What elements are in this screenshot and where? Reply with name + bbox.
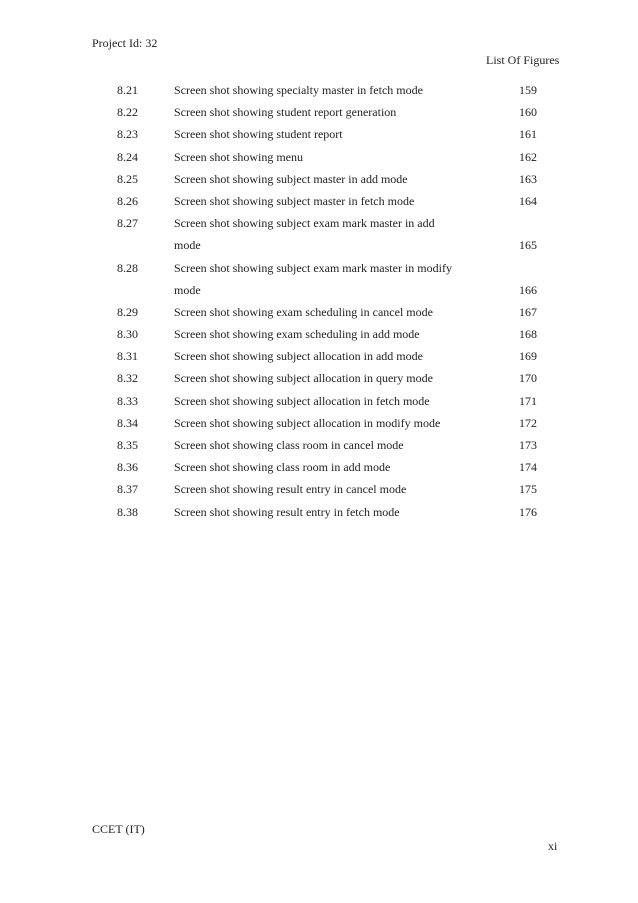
figure-title: Screen shot showing specialty master in fetch mode — [174, 83, 423, 97]
figure-page-number: 161 — [519, 127, 537, 142]
figure-title: Screen shot showing exam scheduling in add mode — [174, 327, 420, 342]
section-title: List Of Figures — [486, 53, 560, 67]
figure-entry — [0, 190, 638, 212]
figure-title: Screen shot showing subject master in add mode — [174, 171, 408, 186]
figure-page-number: 175 — [519, 482, 537, 497]
figure-title: Screen shot showing result entry in fetch mode — [174, 504, 400, 519]
figure-entry — [0, 367, 638, 389]
figure-number: 8.23 — [117, 127, 138, 142]
figure-number: 8.28 — [117, 260, 138, 275]
figure-entry — [0, 323, 638, 345]
figure-entry — [0, 478, 638, 500]
figure-page-number: 171 — [519, 393, 537, 408]
figure-entry — [0, 101, 638, 123]
figure-number: 8.22 — [117, 105, 138, 120]
figure-entry-continued — [0, 234, 638, 256]
figure-entry — [0, 257, 638, 279]
figure-page-number: 162 — [519, 149, 537, 164]
figure-number: 8.34 — [117, 415, 138, 430]
figure-title: Screen shot showing exam scheduling in cancel mode — [174, 304, 433, 319]
figure-number: 8.21 — [117, 83, 138, 97]
figure-entry-continued — [0, 279, 638, 301]
figure-number: 8.26 — [117, 193, 138, 208]
figure-page-number: 168 — [519, 327, 537, 342]
figure-page-number: 163 — [519, 171, 537, 186]
figure-number: 8.36 — [117, 460, 138, 475]
figure-page-number: 169 — [519, 349, 537, 364]
footer-institution: CCET (IT) — [92, 822, 145, 836]
figure-entry — [0, 501, 638, 523]
figure-title: Screen shot showing subject allocation in add mode — [174, 349, 423, 364]
figure-title: Screen shot showing subject exam mark master in modify — [174, 260, 452, 275]
figure-entry — [0, 434, 638, 456]
figure-entry — [0, 123, 638, 145]
figure-number: 8.31 — [117, 349, 138, 364]
figure-page-number: 164 — [519, 193, 537, 208]
figure-number: 8.24 — [117, 149, 138, 164]
figure-number: 8.33 — [117, 393, 138, 408]
figure-title: Screen shot showing subject allocation in query mode — [174, 371, 433, 386]
figure-entry — [0, 390, 638, 412]
figure-page-number: 165 — [519, 238, 537, 253]
figure-title-continued: mode — [174, 238, 201, 253]
figure-entry — [0, 301, 638, 323]
project-id: Project Id: 32 — [92, 36, 158, 50]
figure-entry — [0, 168, 638, 190]
figure-title: Screen shot showing student report generation — [174, 105, 397, 120]
figure-page-number: 172 — [519, 415, 537, 430]
figure-title: Screen shot showing subject master in fetch mode — [174, 193, 415, 208]
figure-entry — [0, 412, 638, 434]
figure-number: 8.27 — [117, 216, 138, 231]
figure-page-number: 170 — [519, 371, 537, 386]
figure-title: Screen shot showing menu — [174, 149, 303, 164]
figure-list — [0, 79, 638, 523]
footer-page-number: xi — [548, 839, 558, 853]
figure-title-continued: mode — [174, 282, 201, 297]
figure-title: Screen shot showing student report — [174, 127, 343, 142]
figure-title: Screen shot showing class room in cancel mode — [174, 438, 404, 452]
figure-page-number: 160 — [519, 105, 537, 120]
figure-page-number: 176 — [519, 504, 537, 519]
figure-number: 8.29 — [117, 304, 138, 319]
figure-entry — [0, 456, 638, 478]
figure-title: Screen shot showing subject exam mark master in add — [174, 216, 435, 231]
figure-title: Screen shot showing subject allocation in fetch mode — [174, 393, 430, 408]
figure-page-number: 166 — [519, 282, 537, 297]
figure-title: Screen shot showing result entry in cancel mode — [174, 482, 407, 497]
figure-number: 8.35 — [117, 438, 138, 452]
figure-page-number: 167 — [519, 304, 537, 319]
figure-entry — [0, 212, 638, 234]
figure-title: Screen shot showing class room in add mode — [174, 460, 391, 475]
figure-entry — [0, 79, 638, 101]
figure-number: 8.30 — [117, 327, 138, 342]
figure-number: 8.25 — [117, 171, 138, 186]
figure-page-number: 174 — [519, 460, 537, 475]
figure-entry — [0, 146, 638, 168]
figure-number: 8.37 — [117, 482, 138, 497]
figure-number: 8.38 — [117, 504, 138, 519]
figure-page-number: 159 — [519, 83, 537, 97]
figure-entry — [0, 345, 638, 367]
figure-title: Screen shot showing subject allocation in modify mode — [174, 415, 441, 430]
figure-number: 8.32 — [117, 371, 138, 386]
figure-page-number: 173 — [519, 438, 537, 452]
